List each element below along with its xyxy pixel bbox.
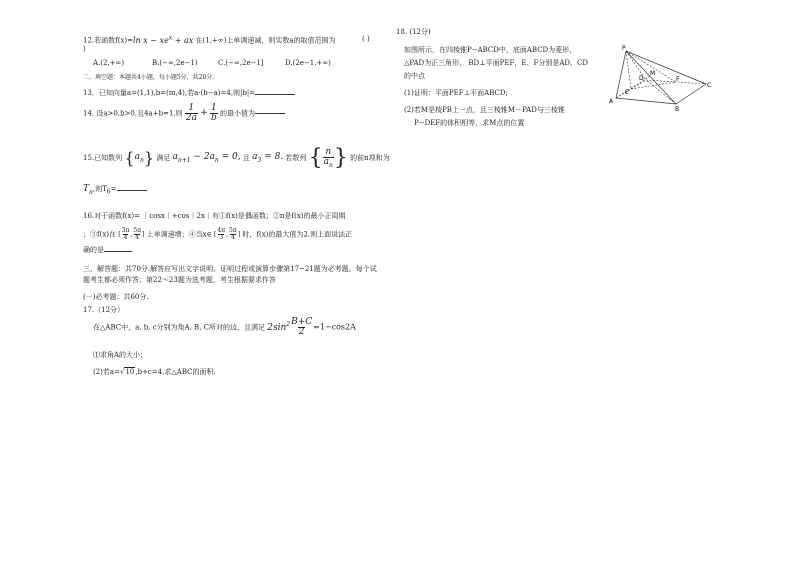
q12-paren: ( ) bbox=[362, 35, 370, 43]
q15-t6: ,则$T_6=$ bbox=[92, 185, 117, 196]
q13-text: 13．已知向量a=(1,1),b=(m,4),若a·(b−a)=4,则|b|= bbox=[83, 89, 256, 97]
q17-equation: $2\sin^2$ bbox=[267, 321, 291, 334]
label-c: C bbox=[707, 82, 712, 89]
q14-prefix: 14. 设a>0,b>0,且4a+b=1,则 bbox=[83, 109, 183, 118]
q13 bbox=[83, 89, 295, 97]
q16-line2-suffix: 上单调递增；④当x∈ bbox=[146, 230, 212, 239]
q16-line1: 16.对于函数f(x)= ｜cosx｜+cos｜2x｜有①f(x)是偶函数；②π是f(x)的最小正周期 bbox=[83, 212, 346, 220]
q15-mid: 满足 bbox=[156, 154, 171, 163]
edge-pc bbox=[626, 51, 706, 84]
q15-seq-text: 若数列 bbox=[285, 154, 307, 163]
label-m: M bbox=[650, 70, 656, 77]
q14-fraction-2: $\frac{1}{b}$ bbox=[210, 103, 217, 123]
label-b: B bbox=[675, 106, 680, 112]
q17-part2-pre: (2)若a= bbox=[93, 368, 120, 376]
q15-and: 且 bbox=[242, 154, 250, 163]
q12-option-a: A.(2,+∞) bbox=[93, 59, 125, 67]
label-p: P bbox=[622, 45, 626, 52]
q12-option-b: B.(−∞,2e−1) bbox=[152, 59, 198, 67]
section3-line1: 三、解答题：共70分.解答应写出文字说明、证明过程或演算步骤第17~21题为必考题。每个试 bbox=[83, 265, 377, 273]
q17-part2-post: ,b+c=4,求△ABC的面积. bbox=[135, 368, 216, 376]
q12-option-c: C.(−∞,2e−1] bbox=[218, 59, 264, 67]
q14-fraction-1: $\frac{1}{2a}$ bbox=[185, 103, 197, 123]
q15-tn: $T_n$ bbox=[83, 184, 93, 196]
q16-interval-2: [ $\frac{4\pi}{3}$ , $\frac{5\pi}{4}$ ] bbox=[214, 227, 241, 241]
q13-answer-blank bbox=[255, 94, 295, 95]
q15-a3: $a_3 = 8$. bbox=[252, 152, 284, 165]
label-f: F bbox=[676, 76, 680, 83]
q15-sum-text: 的前n项和为 bbox=[350, 154, 390, 163]
label-a: A bbox=[609, 98, 614, 105]
q18-part2a: (2)若M是棱PB上一点，且三棱锥M－PAD与三棱锥 bbox=[404, 106, 565, 114]
label-d: D bbox=[639, 75, 644, 82]
section3-line2: 题考生都必须作答；第22～23题为选考题，考生根据要求作答 bbox=[83, 276, 276, 284]
edge-bc bbox=[676, 84, 706, 104]
q16-line3 bbox=[83, 246, 132, 254]
q15-recurrence: $a_{n+1} - 2a_n = 0$, bbox=[172, 152, 241, 165]
q17-eq-frac: $\frac{B+C}{2}$ bbox=[291, 317, 313, 337]
q17-eq-rhs: =1−cos2A bbox=[313, 322, 356, 332]
q14-answer-blank bbox=[255, 113, 285, 114]
q18-part2b: P−DEF的体积相等，求M点的位置 bbox=[414, 119, 525, 127]
q18-head: 18. (12分) bbox=[396, 28, 431, 36]
q15-line1 bbox=[83, 145, 390, 171]
q16-line3-text: 确的是 bbox=[83, 246, 104, 254]
q15-answer-blank bbox=[117, 190, 147, 191]
q15-line2 bbox=[83, 184, 147, 196]
q15-an: $a_n$ bbox=[134, 152, 144, 165]
q17-head: 17.（12分） bbox=[83, 306, 125, 314]
q17-sqrt: √10 bbox=[119, 368, 135, 376]
q15-brace-left: { bbox=[124, 148, 135, 168]
q15-brace-right: } bbox=[143, 148, 154, 168]
q15-prefix: 15.已知数列 bbox=[83, 154, 123, 163]
q16-line2-end: 时，f(x)的最大值为2.则上面说法正 bbox=[242, 230, 353, 239]
q17-stem-line bbox=[93, 318, 356, 337]
q18-part1: (1)证明：平面PEF⊥平面ABCD; bbox=[404, 89, 508, 97]
q12-formula: $\ln x - xe^x$ + ax bbox=[133, 34, 194, 45]
pyramid-figure bbox=[606, 42, 716, 112]
edge-ab bbox=[616, 98, 676, 104]
label-e: E bbox=[625, 89, 629, 96]
q14-suffix: 的最小值为 bbox=[219, 109, 255, 118]
q17-part2 bbox=[93, 368, 216, 376]
q16-answer-blank bbox=[104, 251, 132, 252]
q12-option-d: D.(2e−1,+∞) bbox=[285, 59, 331, 67]
q12-prefix: 12.若函数f(x)= bbox=[83, 36, 133, 45]
q12-paren-close: ) bbox=[83, 45, 86, 53]
q18-line1: 如图所示，在四棱锥P−ABCD中，底面ABCD为菱形， bbox=[404, 46, 577, 54]
q12-stem bbox=[83, 34, 336, 45]
q17-stem: 在△ABC中，a, b, c分别为角A, B, C所对的边，且满足 bbox=[93, 323, 265, 332]
q17-part1: ⑴求角A的大小； bbox=[93, 351, 148, 359]
q12-suffix: 在(1,+∞)上单调递减，则实数a的取值范围为 bbox=[193, 36, 336, 45]
q15-frac: $\frac{n}{a_n}$ bbox=[323, 147, 333, 169]
q16-line2 bbox=[83, 228, 352, 241]
q16-interval-1: [ $\frac{3\pi}{4}$ , $\frac{5\pi}{4}$ ] bbox=[118, 227, 145, 241]
q18-line3: 的中点 bbox=[404, 72, 425, 80]
section2-header: 二、填空题：本题共4小题，每小题5分，共20分。 bbox=[83, 74, 219, 81]
q14 bbox=[83, 104, 285, 123]
section3-compulsory: (一)必考题：共60分. bbox=[83, 293, 149, 301]
edge-ef bbox=[631, 82, 676, 89]
q16-line2-prefix: ；③f(x)在 bbox=[83, 230, 117, 239]
q18-line2: △PAD为正三角形， BD⊥平面PEF，E、F分别是AD、CD bbox=[404, 59, 588, 67]
edge-bd bbox=[646, 80, 676, 104]
q14-plus: + bbox=[200, 108, 208, 119]
q15-brace2-left: { bbox=[308, 145, 323, 171]
q15-brace2-right: } bbox=[333, 145, 348, 171]
